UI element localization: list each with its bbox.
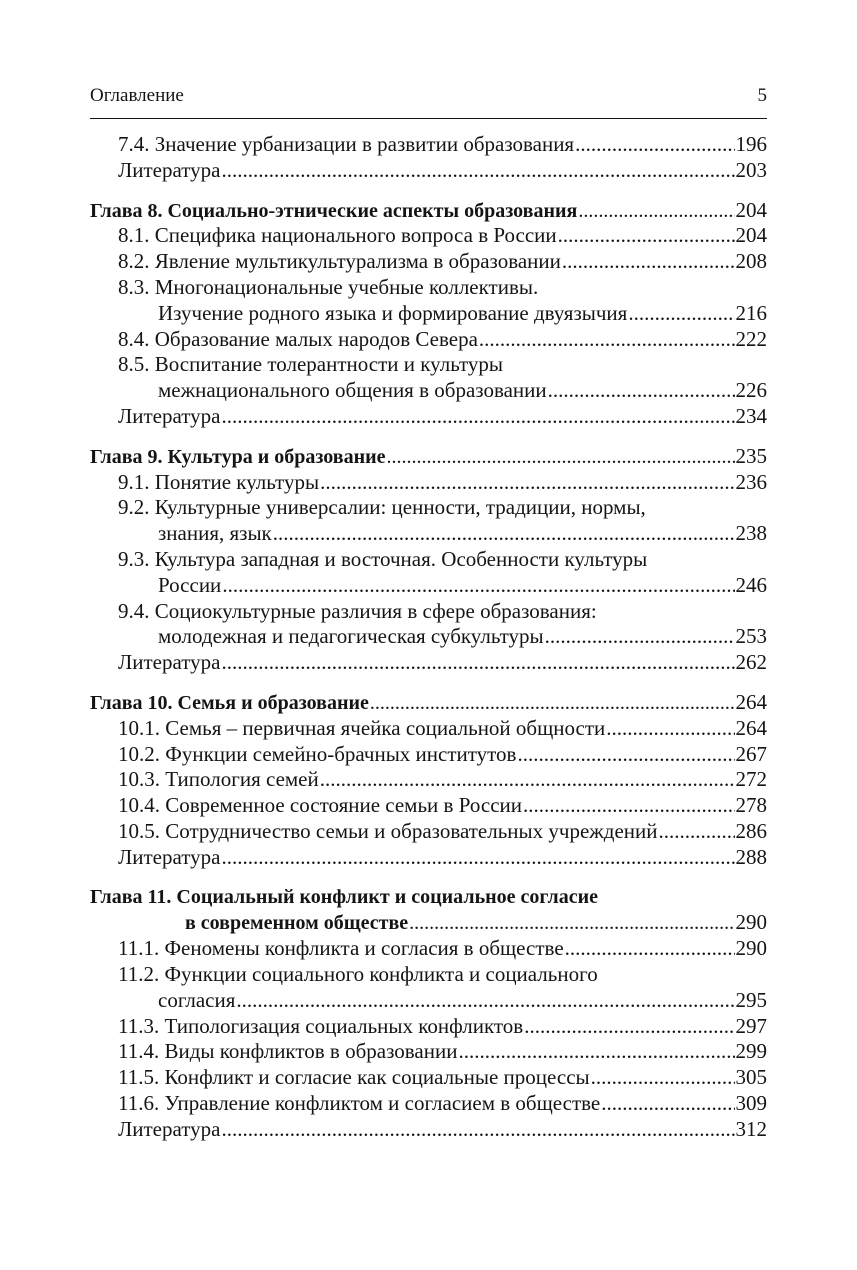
- dot-leader: [370, 690, 735, 716]
- dot-leader: [545, 623, 735, 649]
- page-number: 226: [735, 378, 767, 402]
- entry-title: 11.2. Функции социального конфликта и социального: [118, 962, 598, 986]
- toc-entry-continued[interactable]: [158, 623, 767, 649]
- dot-leader: [458, 1038, 734, 1064]
- page-number: 305: [735, 1065, 767, 1089]
- entry-title: Литература: [118, 158, 221, 182]
- entry-title: 8.1. Специфика национального вопроса в России: [118, 223, 557, 247]
- entry-title: 11.1. Феномены конфликта и согласия в обществе: [118, 936, 564, 960]
- toc-chapter-heading[interactable]: [90, 689, 767, 715]
- toc-entry[interactable]: [118, 792, 767, 818]
- dot-leader: [575, 131, 734, 157]
- dot-leader: [320, 469, 734, 495]
- dot-leader: [628, 300, 734, 326]
- toc-entry[interactable]: [118, 248, 767, 274]
- dot-leader: [591, 1064, 735, 1090]
- dot-leader: [558, 222, 735, 248]
- entry-title: 11.4. Виды конфликтов в образовании: [118, 1039, 458, 1063]
- dot-leader: [548, 377, 735, 403]
- toc-entry[interactable]: [118, 274, 767, 300]
- toc-entry-continued[interactable]: [158, 987, 767, 1013]
- dot-leader: [221, 649, 734, 675]
- entry-title: Литература: [118, 650, 221, 674]
- entry-title: 9.2. Культурные универсалии: ценности, традиции, нормы,: [118, 495, 646, 519]
- dot-leader: [659, 818, 735, 844]
- entry-title-continued: России: [158, 573, 222, 597]
- toc-entry[interactable]: [118, 741, 767, 767]
- dot-leader: [578, 198, 734, 224]
- toc-entry[interactable]: [118, 1064, 767, 1090]
- page-number: 234: [735, 404, 767, 428]
- entry-title: 10.3. Типология семей: [118, 767, 319, 791]
- page-number: 204: [735, 198, 767, 222]
- dot-leader: [273, 520, 735, 546]
- page-number: 203: [735, 158, 767, 182]
- toc-entry[interactable]: [118, 469, 767, 495]
- chapter-title: Глава 10. Семья и образование: [90, 692, 369, 714]
- entry-title: 10.2. Функции семейно-брачных институтов: [118, 742, 517, 766]
- entry-title-continued: Изучение родного языка и формирование двуязычия: [158, 301, 628, 325]
- page-number: 216: [735, 301, 767, 325]
- toc-entry[interactable]: [118, 1116, 767, 1142]
- page-number: 312: [735, 1117, 767, 1141]
- entry-title-continued: молодежная и педагогическая субкультуры: [158, 624, 544, 648]
- dot-leader: [601, 1090, 734, 1116]
- page-number: 235: [735, 444, 767, 468]
- toc-entry[interactable]: [118, 157, 767, 183]
- dot-leader: [409, 910, 734, 936]
- page-number: 222: [735, 327, 767, 351]
- page-number: 309: [735, 1091, 767, 1115]
- chapter-title: Глава 9. Культура и образование: [90, 446, 386, 468]
- toc-entry[interactable]: [118, 1038, 767, 1064]
- dot-leader: [222, 572, 734, 598]
- toc-entry[interactable]: [118, 598, 767, 624]
- toc-entry[interactable]: [118, 131, 767, 157]
- page-number: 204: [735, 223, 767, 247]
- entry-title: 9.1. Понятие культуры: [118, 470, 320, 494]
- dot-leader: [236, 987, 734, 1013]
- toc-entry[interactable]: [118, 766, 767, 792]
- entry-title-continued: в современном обществе: [185, 912, 409, 934]
- entry-title: 10.1. Семья – первичная ячейка социальной общности: [118, 716, 606, 740]
- entry-title: Литература: [118, 404, 221, 428]
- page-number: 299: [735, 1039, 767, 1063]
- toc-entry[interactable]: [118, 961, 767, 987]
- toc-entry[interactable]: [118, 649, 767, 675]
- page-number: 208: [735, 249, 767, 273]
- page-number: 295: [735, 988, 767, 1012]
- toc-entry[interactable]: [118, 818, 767, 844]
- page-number: 288: [735, 845, 767, 869]
- page-number: 196: [735, 132, 767, 156]
- toc-entry-continued[interactable]: [158, 572, 767, 598]
- entry-title: 9.3. Культура западная и восточная. Особенности культуры: [118, 547, 648, 571]
- dot-leader: [523, 792, 735, 818]
- page-number: 253: [735, 624, 767, 648]
- page-number: 236: [735, 470, 767, 494]
- toc-entry-continued[interactable]: [158, 377, 767, 403]
- page-number: 264: [735, 716, 767, 740]
- dot-leader: [221, 844, 734, 870]
- entry-title: 7.4. Значение урбанизации в развитии образования: [118, 132, 575, 156]
- page-number: 290: [735, 910, 767, 934]
- entry-title: 11.3. Типологизация социальных конфликтов: [118, 1014, 524, 1038]
- toc-chapter-heading[interactable]: [90, 443, 767, 469]
- page-number: 262: [735, 650, 767, 674]
- toc-entry[interactable]: [118, 351, 767, 377]
- entry-title: 8.3. Многонациональные учебные коллективы.: [118, 275, 539, 299]
- entry-title: 11.6. Управление конфликтом и согласием в обществе: [118, 1091, 601, 1115]
- page-number: 246: [735, 573, 767, 597]
- dot-leader: [517, 741, 734, 767]
- header-title: Оглавление: [90, 85, 184, 106]
- toc-entry[interactable]: [118, 494, 767, 520]
- toc-chapter-heading[interactable]: [90, 197, 767, 223]
- entry-title-continued: межнационального общения в образовании: [158, 378, 547, 402]
- dot-leader: [565, 935, 735, 961]
- dot-leader: [320, 766, 735, 792]
- entry-title-continued: знания, язык: [158, 521, 272, 545]
- toc-entry[interactable]: [118, 1013, 767, 1039]
- toc-entry[interactable]: [118, 844, 767, 870]
- toc-entry[interactable]: [118, 222, 767, 248]
- toc-entry[interactable]: [118, 403, 767, 429]
- page-number: 267: [735, 742, 767, 766]
- entry-title: 8.4. Образование малых народов Севера: [118, 327, 478, 351]
- entry-title: Литература: [118, 1117, 221, 1141]
- entry-title: 8.5. Воспитание толерантности и культуры: [118, 352, 504, 376]
- dot-leader: [221, 157, 734, 183]
- entry-title: 10.5. Сотрудничество семьи и образовательных учреждений: [118, 819, 658, 843]
- page-number: 286: [735, 819, 767, 843]
- dot-leader: [387, 444, 735, 470]
- page-number: 290: [735, 936, 767, 960]
- toc-entry[interactable]: [118, 1090, 767, 1116]
- header-page-number: 5: [757, 85, 767, 106]
- chapter-title: Глава 11. Социальный конфликт и социальное согласие: [90, 886, 598, 908]
- page-number: 297: [735, 1014, 767, 1038]
- toc-chapter-heading[interactable]: [90, 884, 767, 910]
- entry-title: 10.4. Современное состояние семьи в России: [118, 793, 522, 817]
- toc-chapter-heading-continued[interactable]: [185, 909, 767, 935]
- dot-leader: [221, 1116, 734, 1142]
- dot-leader: [524, 1013, 734, 1039]
- dot-leader: [479, 326, 735, 352]
- dot-leader: [221, 403, 734, 429]
- toc-entry-continued[interactable]: [158, 520, 767, 546]
- toc-entry[interactable]: [118, 935, 767, 961]
- toc-entry[interactable]: [118, 546, 767, 572]
- dot-leader: [606, 715, 734, 741]
- page-number: 272: [735, 767, 767, 791]
- toc-entry[interactable]: [118, 326, 767, 352]
- page-number: 238: [735, 521, 767, 545]
- entry-title: 11.5. Конфликт и согласие как социальные процессы: [118, 1065, 590, 1089]
- toc-entry[interactable]: [118, 715, 767, 741]
- toc-entry-continued[interactable]: [158, 300, 767, 326]
- entry-title: 9.4. Социокультурные различия в сфере образования:: [118, 599, 597, 623]
- dot-leader: [562, 248, 735, 274]
- entry-title-continued: согласия: [158, 988, 236, 1012]
- entry-title: Литература: [118, 845, 221, 869]
- page-number: 278: [735, 793, 767, 817]
- chapter-title: Глава 8. Социально-этнические аспекты образования: [90, 200, 578, 222]
- page-number: 264: [735, 690, 767, 714]
- entry-title: 8.2. Явление мультикультурализма в образовании: [118, 249, 561, 273]
